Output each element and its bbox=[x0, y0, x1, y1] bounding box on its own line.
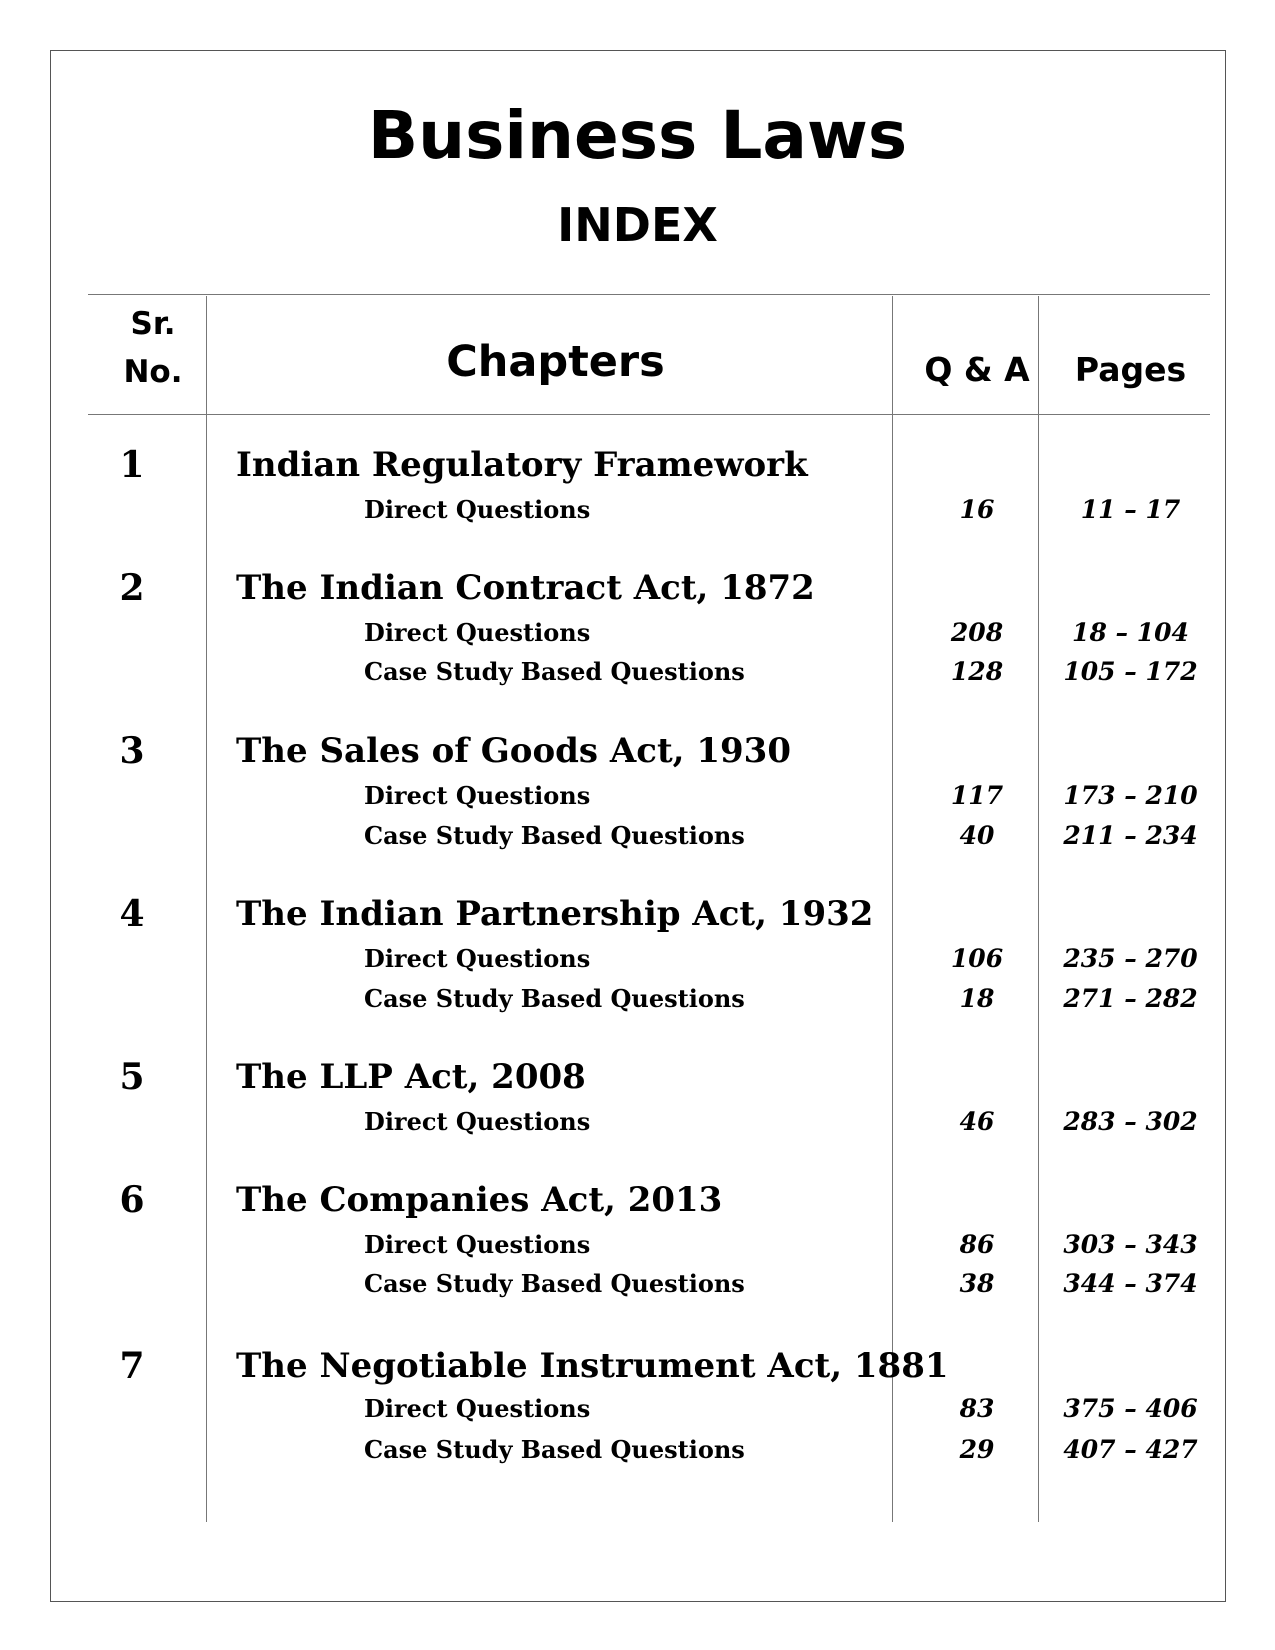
row-label: Direct Questions bbox=[364, 1230, 591, 1259]
chapter-title[interactable]: The Sales of Goods Act, 1930 bbox=[236, 731, 791, 771]
header-pages: Pages bbox=[1074, 350, 1187, 389]
row-page-range: 375 – 406 bbox=[1063, 1394, 1198, 1423]
row-qa-count: 128 bbox=[950, 657, 1004, 686]
chapter-title[interactable]: The Indian Contract Act, 1872 bbox=[236, 568, 815, 608]
header-bottom-rule bbox=[88, 414, 1210, 415]
header-qa: Q & A bbox=[924, 350, 1030, 389]
row-page-range: 18 – 104 bbox=[1072, 618, 1189, 647]
row-page-range: 11 – 17 bbox=[1080, 495, 1181, 524]
chapter-row bbox=[0, 1389, 1275, 1429]
chapter-number: 6 bbox=[119, 1179, 145, 1221]
chapter-title[interactable]: The Negotiable Instrument Act, 1881 bbox=[236, 1346, 949, 1386]
chapter-row bbox=[0, 652, 1275, 692]
row-page-range: 105 – 172 bbox=[1063, 657, 1198, 686]
table-top-rule bbox=[88, 294, 1210, 295]
row-qa-count: 117 bbox=[950, 781, 1004, 810]
document-title: Business Laws bbox=[367, 97, 908, 174]
chapter-row bbox=[0, 1102, 1275, 1142]
row-qa-count: 29 bbox=[959, 1435, 995, 1464]
chapter-title[interactable]: The LLP Act, 2008 bbox=[236, 1057, 586, 1097]
row-page-range: 271 – 282 bbox=[1063, 984, 1198, 1013]
document-subtitle: INDEX bbox=[557, 198, 718, 252]
chapter-number: 5 bbox=[119, 1056, 145, 1098]
row-qa-count: 40 bbox=[959, 821, 995, 850]
chapter-row bbox=[0, 613, 1275, 653]
chapter-row bbox=[0, 490, 1275, 530]
row-qa-count: 208 bbox=[950, 618, 1004, 647]
row-label: Direct Questions bbox=[364, 1107, 591, 1136]
row-page-range: 283 – 302 bbox=[1063, 1107, 1198, 1136]
chapter-number: 2 bbox=[119, 567, 145, 609]
row-label: Case Study Based Questions bbox=[364, 1269, 745, 1298]
row-label: Case Study Based Questions bbox=[364, 657, 745, 686]
chapter-row bbox=[0, 1430, 1275, 1470]
header-sr-line1: Sr. bbox=[130, 306, 176, 342]
row-label: Case Study Based Questions bbox=[364, 984, 745, 1013]
chapter-number: 7 bbox=[119, 1345, 145, 1387]
row-label: Direct Questions bbox=[364, 618, 591, 647]
chapter-title[interactable]: Indian Regulatory Framework bbox=[236, 445, 808, 485]
chapter-number: 4 bbox=[119, 893, 145, 935]
chapter-row bbox=[0, 1264, 1275, 1304]
row-label: Direct Questions bbox=[364, 495, 591, 524]
row-label: Direct Questions bbox=[364, 944, 591, 973]
row-page-range: 407 – 427 bbox=[1063, 1435, 1198, 1464]
row-label: Direct Questions bbox=[364, 1394, 591, 1423]
chapter-row bbox=[0, 979, 1275, 1019]
row-qa-count: 38 bbox=[959, 1269, 995, 1298]
chapter-row bbox=[0, 939, 1275, 979]
header-sr-line2: No. bbox=[123, 354, 183, 390]
row-qa-count: 18 bbox=[959, 984, 995, 1013]
row-qa-count: 86 bbox=[959, 1230, 995, 1259]
column-divider-chapters bbox=[892, 296, 893, 1522]
row-label: Case Study Based Questions bbox=[364, 821, 745, 850]
chapter-number: 3 bbox=[119, 730, 145, 772]
row-page-range: 211 – 234 bbox=[1063, 821, 1198, 850]
row-page-range: 303 – 343 bbox=[1063, 1230, 1198, 1259]
row-page-range: 235 – 270 bbox=[1063, 944, 1198, 973]
chapter-title[interactable]: The Indian Partnership Act, 1932 bbox=[236, 894, 874, 934]
row-qa-count: 46 bbox=[959, 1107, 995, 1136]
row-label: Case Study Based Questions bbox=[364, 1435, 745, 1464]
chapter-row bbox=[0, 1225, 1275, 1265]
chapter-row bbox=[0, 816, 1275, 856]
row-qa-count: 83 bbox=[959, 1394, 995, 1423]
column-divider-sr bbox=[206, 296, 207, 1522]
column-divider-qa bbox=[1038, 296, 1039, 1522]
chapter-row bbox=[0, 776, 1275, 816]
header-chapters: Chapters bbox=[446, 337, 665, 387]
chapter-title[interactable]: The Companies Act, 2013 bbox=[236, 1180, 723, 1220]
row-page-range: 173 – 210 bbox=[1063, 781, 1198, 810]
row-page-range: 344 – 374 bbox=[1063, 1269, 1198, 1298]
chapter-number: 1 bbox=[119, 444, 145, 486]
row-qa-count: 16 bbox=[959, 495, 995, 524]
row-label: Direct Questions bbox=[364, 781, 591, 810]
header-sr-no bbox=[88, 300, 218, 396]
row-qa-count: 106 bbox=[950, 944, 1004, 973]
